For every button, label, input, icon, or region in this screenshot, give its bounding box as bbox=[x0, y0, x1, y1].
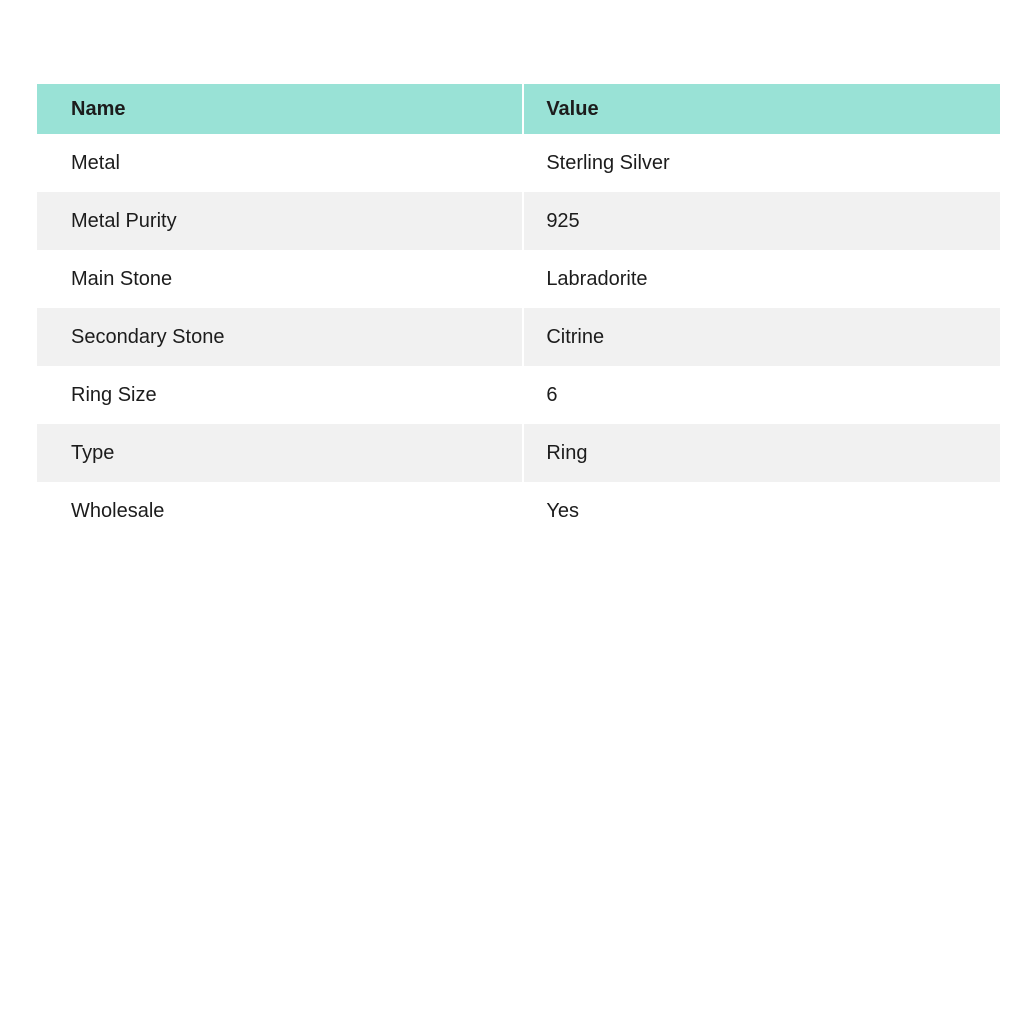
table-row bbox=[37, 134, 1000, 192]
attribute-name-cell: Metal bbox=[37, 134, 523, 192]
attribute-name-cell: Ring Size bbox=[37, 366, 523, 424]
column-header-value: Value bbox=[523, 84, 1000, 134]
attribute-value-cell: Sterling Silver bbox=[523, 134, 1000, 192]
table-row bbox=[37, 308, 1000, 366]
spec-table bbox=[37, 84, 1000, 540]
attribute-name-cell: Main Stone bbox=[37, 250, 523, 308]
attribute-value-cell: Yes bbox=[523, 482, 1000, 540]
table-header bbox=[37, 84, 1000, 134]
attribute-name-cell: Secondary Stone bbox=[37, 308, 523, 366]
attribute-name-cell: Type bbox=[37, 424, 523, 482]
table-row bbox=[37, 250, 1000, 308]
table-body bbox=[37, 134, 1000, 540]
attribute-name-cell: Wholesale bbox=[37, 482, 523, 540]
attribute-value-cell: Labradorite bbox=[523, 250, 1000, 308]
attribute-name-cell: Metal Purity bbox=[37, 192, 523, 250]
table-row bbox=[37, 424, 1000, 482]
header-row bbox=[37, 84, 1000, 134]
attribute-value-cell: Ring bbox=[523, 424, 1000, 482]
attribute-value-cell: 6 bbox=[523, 366, 1000, 424]
column-header-name: Name bbox=[37, 84, 523, 134]
attribute-value-cell: Citrine bbox=[523, 308, 1000, 366]
table-row bbox=[37, 192, 1000, 250]
attribute-value-cell: 925 bbox=[523, 192, 1000, 250]
table-row bbox=[37, 482, 1000, 540]
product-attributes-table bbox=[37, 84, 1000, 540]
table-row bbox=[37, 366, 1000, 424]
